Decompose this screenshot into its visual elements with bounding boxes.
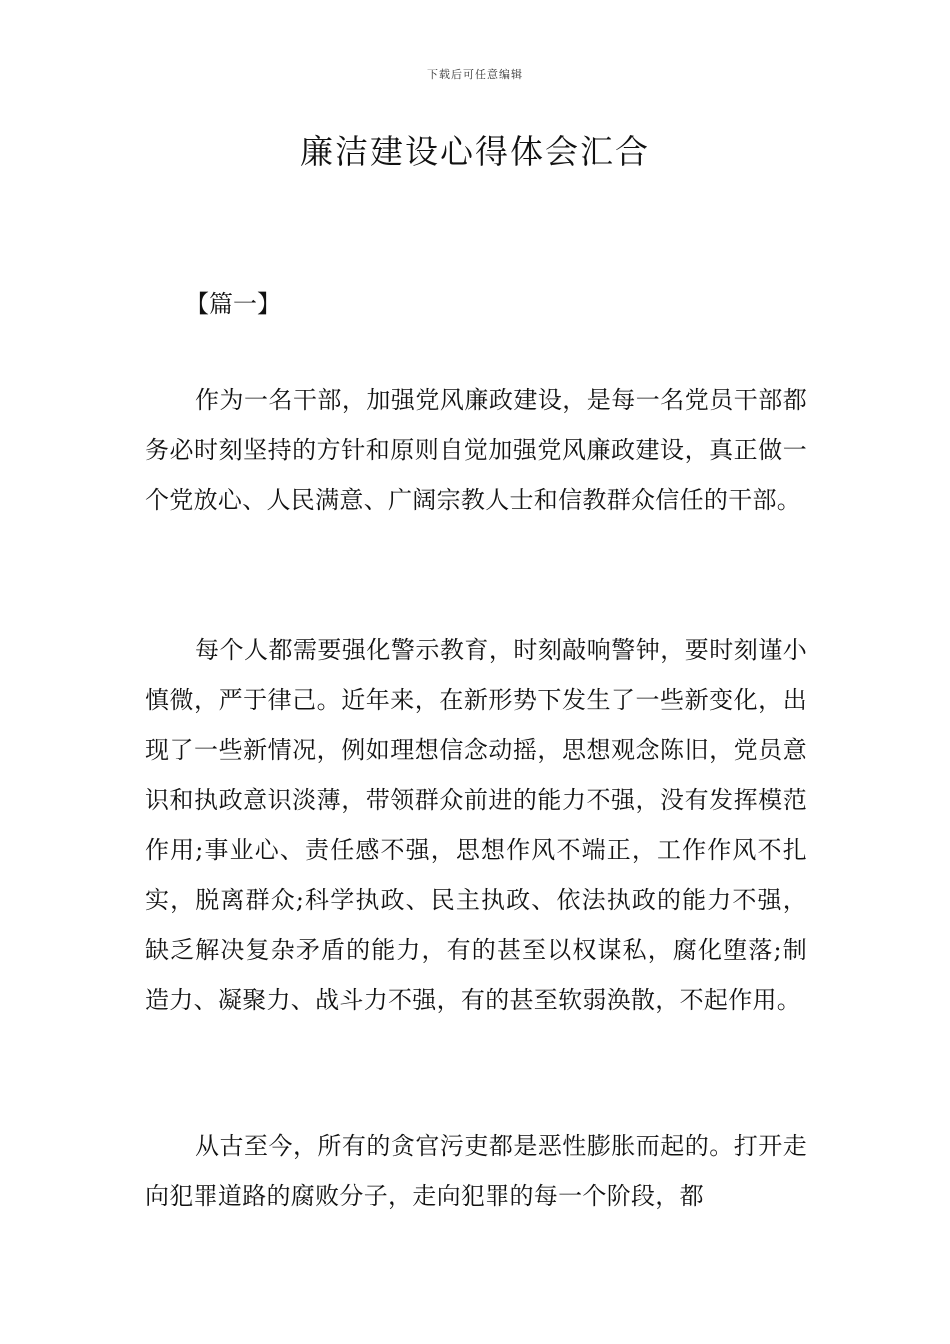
paragraph-1: 作为一名干部，加强党风廉政建设，是每一名党员干部都务必时刻坚持的方针和原则自觉加强党风廉政建设，真正做一个党放心、人民满意、广阔宗教人士和信教群众信任的干部。	[145, 386, 807, 514]
paragraph-2: 每个人都需要强化警示教育，时刻敲响警钟，要时刻谨小慎微，严于律己。近年来，在新形势下发生了一些新变化，出现了一些新情况，例如理想信念动摇，思想观念陈旧，党员意识和执政意识淡薄，带领群众前进的能力不强，没有发挥模范作用;事业心、责任感不强，思想作风不端正，工作作风不扎实，脱离群众;科学执政、民主执政、依法执政的能力不强，缺乏解决复杂矛盾的能力，有的甚至以权谋私，腐化堕落;制造力、凝聚力、战斗力不强，有的甚至软弱涣散，不起作用。	[145, 636, 807, 1014]
document-title: 廉洁建设心得体会汇合	[300, 132, 650, 171]
section-label: 【篇一】	[185, 290, 281, 318]
paragraph-3: 从古至今，所有的贪官污吏都是恶性膨胀而起的。打开走向犯罪道路的腐败分子，走向犯罪的每一个阶段，都	[145, 1132, 807, 1210]
header-note: 下载后可任意编辑	[427, 68, 523, 81]
